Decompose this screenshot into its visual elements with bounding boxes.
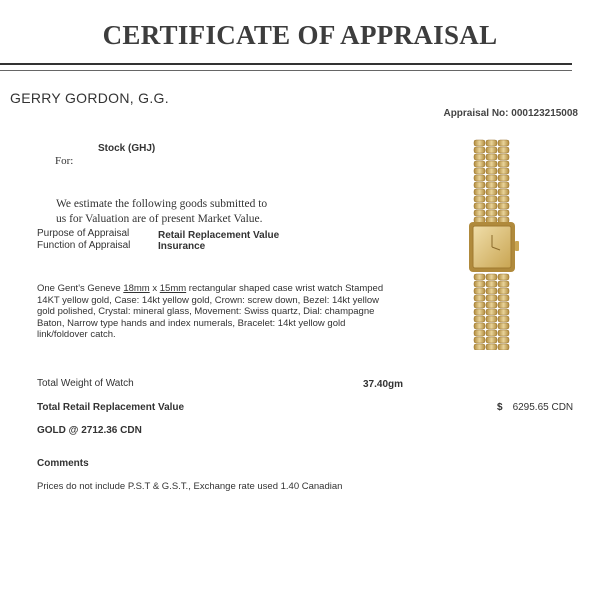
desc-part-3: rectangular shaped case wrist watch Stamped 14KT yellow gold, Case: 14kt yellow gold, Crown: screw down, Bezel: 14kt yellow gold polished, Crystal: mineral glass, Movement: Swiss quartz, Dial: champagne Baton, Narrow type hands and index numerals, Bracelet: 14kt yellow gold link/foldover catch. (37, 283, 384, 340)
desc-size-b: 15mm (159, 283, 187, 294)
appraiser-name: GERRY GORDON, G.G. (10, 90, 169, 106)
client-stock: Stock (GHJ) (98, 143, 156, 154)
currency-symbol: $ (497, 402, 503, 413)
certificate-title: CERTIFICATE OF APPRAISAL (102, 20, 498, 50)
retail-price (497, 402, 573, 413)
function-value: Insurance (158, 241, 206, 252)
gold-price: GOLD @ 2712.36 CDN (37, 425, 142, 436)
retail-label: Total Retail Replacement Value (37, 402, 185, 413)
desc-size-a: 18mm (123, 283, 150, 294)
estimate-line-2: us for Valuation are of present Market Value. (56, 213, 263, 225)
retail-value: 6295.65 CDN (512, 402, 574, 413)
purpose-label: Purpose of Appraisal (37, 228, 130, 239)
purpose-value: Retail Replacement Value (158, 230, 280, 241)
estimate-line-1: We estimate the following goods submitted to (56, 198, 268, 210)
weight-label: Total Weight of Watch (37, 378, 134, 389)
desc-part-1: One Gent's Geneve (37, 283, 124, 294)
weight-value: 37.40gm (363, 379, 404, 390)
comments-heading: Comments (37, 458, 89, 469)
comments-text: Prices do not include P.S.T & G.S.T., Exchange rate used 1.40 Canadian (37, 481, 343, 492)
title-rule-top (0, 63, 572, 65)
estimate-statement (56, 197, 296, 227)
item-description (37, 283, 387, 341)
function-label: Function of Appraisal (37, 240, 131, 251)
desc-part-2: x (149, 283, 160, 294)
for-label: For: (55, 155, 74, 167)
gold-wristwatch-icon (462, 138, 522, 350)
appraisal-number: Appraisal No: 000123215008 (443, 108, 578, 119)
title-rule-bottom (0, 70, 572, 71)
